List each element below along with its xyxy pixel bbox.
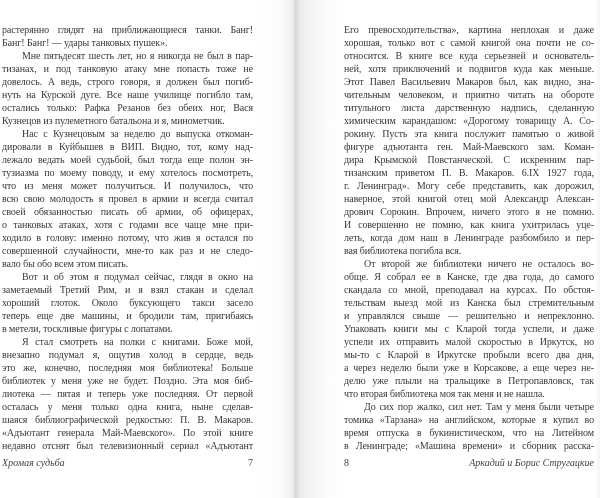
text-line: делю уже плыли на тральщике в Петропавловск, так [344,376,594,387]
text-line: лиотека — пятая и теперь уже последняя. От первой [2,389,253,400]
text-line: это же, конечно, последняя моя библиотека! Больше [2,363,253,374]
text-line: леть, когда дом наш в Ленинграде разбомбило и пер- [344,233,594,244]
text-line: чительным человеком, и приятно читать на обороте [344,90,594,101]
page-left-footer [2,457,253,470]
text-line: заметаемый Третий Рим, и я взял стакан и сделал [2,285,253,296]
page-number-left: 7 [248,458,253,469]
text-line: своей обязанностью писать об армии, об офицерах, [2,207,253,218]
text-line: хорошая, только вот с самой книгой она почти не со- [344,38,594,49]
text-line: вая библиотека погибла вся. [344,246,462,257]
text-line: наверное, этой книгой отец мой Александр Алексан- [344,194,594,205]
page-right [344,0,594,498]
text-line: дрович Сорокин. Впрочем, ничего этого я не помню. [344,207,594,218]
text-line: г. Ленинград». Могу себе представить, как дорожил, [344,181,594,192]
text-line: теперь еще две машины, и бродили там, пригибаясь [2,311,253,322]
page-left-text [2,24,253,453]
text-line: что из меня может получиться. И получилось, что [2,181,253,192]
text-line: нуть на Курской дуге. Все наше училище погибло там, [2,90,253,101]
text-line: мы-то с Кларой в Иркутске пробыли всего два дня, [344,350,594,361]
text-line: дировали в Куйбышев в ВИП. Видно, тот, кому над- [2,142,253,153]
text-line: Кузнецов из пулеметного батальона и я, минометчик. [2,116,225,127]
text-line: совершенной случайности, мне-то как раз и не следо- [2,246,253,257]
text-line: тизанах, и под танковую атаку мне попасть тоже не [2,64,253,75]
text-line: ходило в голову: именно потому, что жив я остался по [2,233,253,244]
text-line: внезапно подумал я, ощутив холод в сердце, ведь [2,350,253,361]
text-line: о танковых атаках, хотя с годами все чаще мне при- [2,220,253,231]
text-line: титульного листа дарственную надпись, сделанную [344,103,594,114]
text-line: От второй же библиотеки ничего не осталось во- [364,259,594,270]
text-line: растерянно глядят на приближающиеся танки. Банг! [2,25,253,36]
text-line: И совершенно не помню, как книга ухитрилась уце- [344,220,594,231]
text-line: Упаковать книги мы с Кларой тогда успели, и даже [344,324,594,335]
text-line: ней, хотя приключений и подвигов куда как меньше. [344,64,594,75]
text-line: тельствам выезд мой из Канска был стремительным [344,298,594,309]
text-line: Банг! Банг! — удары танковых пушек». [2,38,168,49]
text-line: дира Крымской Повстанческой. С искренним пар- [344,155,594,166]
text-line: а через неделю были уже в Корсакове, а еще через не- [344,363,594,374]
text-line: в метели, тоскливые фигуры с лопатами. [2,324,173,335]
text-line: До сих пор жалко, сил нет. Там у меня были четыре [364,402,594,413]
text-line: тизанским приветом П. В. Макаров. 6.IX 1927 года, [344,168,594,179]
book-spine [253,0,344,498]
text-line: что вторая библиотека моя так меня и не нашла. [344,389,545,400]
text-line: химическим карандашом: «Дорогому товарищу А. Со- [344,116,594,127]
running-authors: Аркадий и Борис Стругацкие [469,458,594,469]
text-line: Я стал смотреть на полки с книгами. Боже мой, [22,337,253,348]
text-line: лежало ведать моей судьбой, был тогда еще полон эн- [2,155,253,166]
text-line: шаяся библиографической редкостью: П. В. Макаров. [2,415,253,426]
text-line: скандала со мной, преподавал на курсах. По обстоя- [344,285,594,296]
text-line: библиотек у меня уже не будет. Поздно. Эта моя биб- [2,376,253,387]
text-line: томика «Тарзана» на английском, которые я купил во [344,415,594,426]
text-line: «Адъютант генерала Май-Маевского». По этой книге [2,428,253,439]
text-line: остались только: Рафка Резанов без обеих ног, Вася [2,103,253,114]
text-line: и управлялся свыше — решительно и непреклонно. [344,311,594,322]
text-line: недавно отснят был телевизионный сериал «Адъютант [2,441,253,452]
text-line: относится. В книге все куда серьезней и основатель- [344,51,594,62]
text-line: фигуре адъютанта ген. Май-Маевского зам. Коман- [344,142,594,153]
text-line: вало бы обо всем этом писать. [2,259,129,270]
text-line: тузиазма по моему поводу, и ему хотелось посмотреть, [2,168,253,179]
page-number-right: 8 [344,458,349,469]
text-line: Мне пятьдесят шесть лет, но я никогда не был в пар- [22,51,253,62]
running-title: Хромая судьба [2,458,65,469]
text-line: хороший глоток. Около буксующего такси засело [2,298,253,309]
text-line: Его превосходительства», картина неплохая и даже [344,25,594,36]
text-line: всю свою молодость я провел в армии и всегда считал [2,194,253,205]
text-line: довелось. А ведь, строго говоря, я должен был погиб- [2,77,253,88]
text-line: Нас с Кузнецовым за неделю до выпуска откоман- [22,129,253,140]
page-right-text [344,24,594,453]
text-line: время отпуска в букинистическом, что на Литейном [344,428,594,439]
text-line: Вот и об этом я подумал сейчас, глядя в окно на [22,272,253,283]
page-edge-shadow [595,0,600,498]
text-line: в Ленинграде; «Машина времени» и сборник расска- [344,441,594,452]
text-line: Этот Павел Васильевич Макаров был, как видно, зна- [344,77,594,88]
page-right-footer [344,457,594,470]
text-line: успели их отправить малой скоростью в Иркутск, но [344,337,594,348]
text-line: рокину. Пусть эта книга послужит памятью о живой [344,129,594,140]
text-line: обще. Я собрал ее в Канске, где два года, до самого [344,272,594,283]
page-left [2,0,253,498]
text-line: осталась у меня только одна книга, ныне сделав- [2,402,253,413]
